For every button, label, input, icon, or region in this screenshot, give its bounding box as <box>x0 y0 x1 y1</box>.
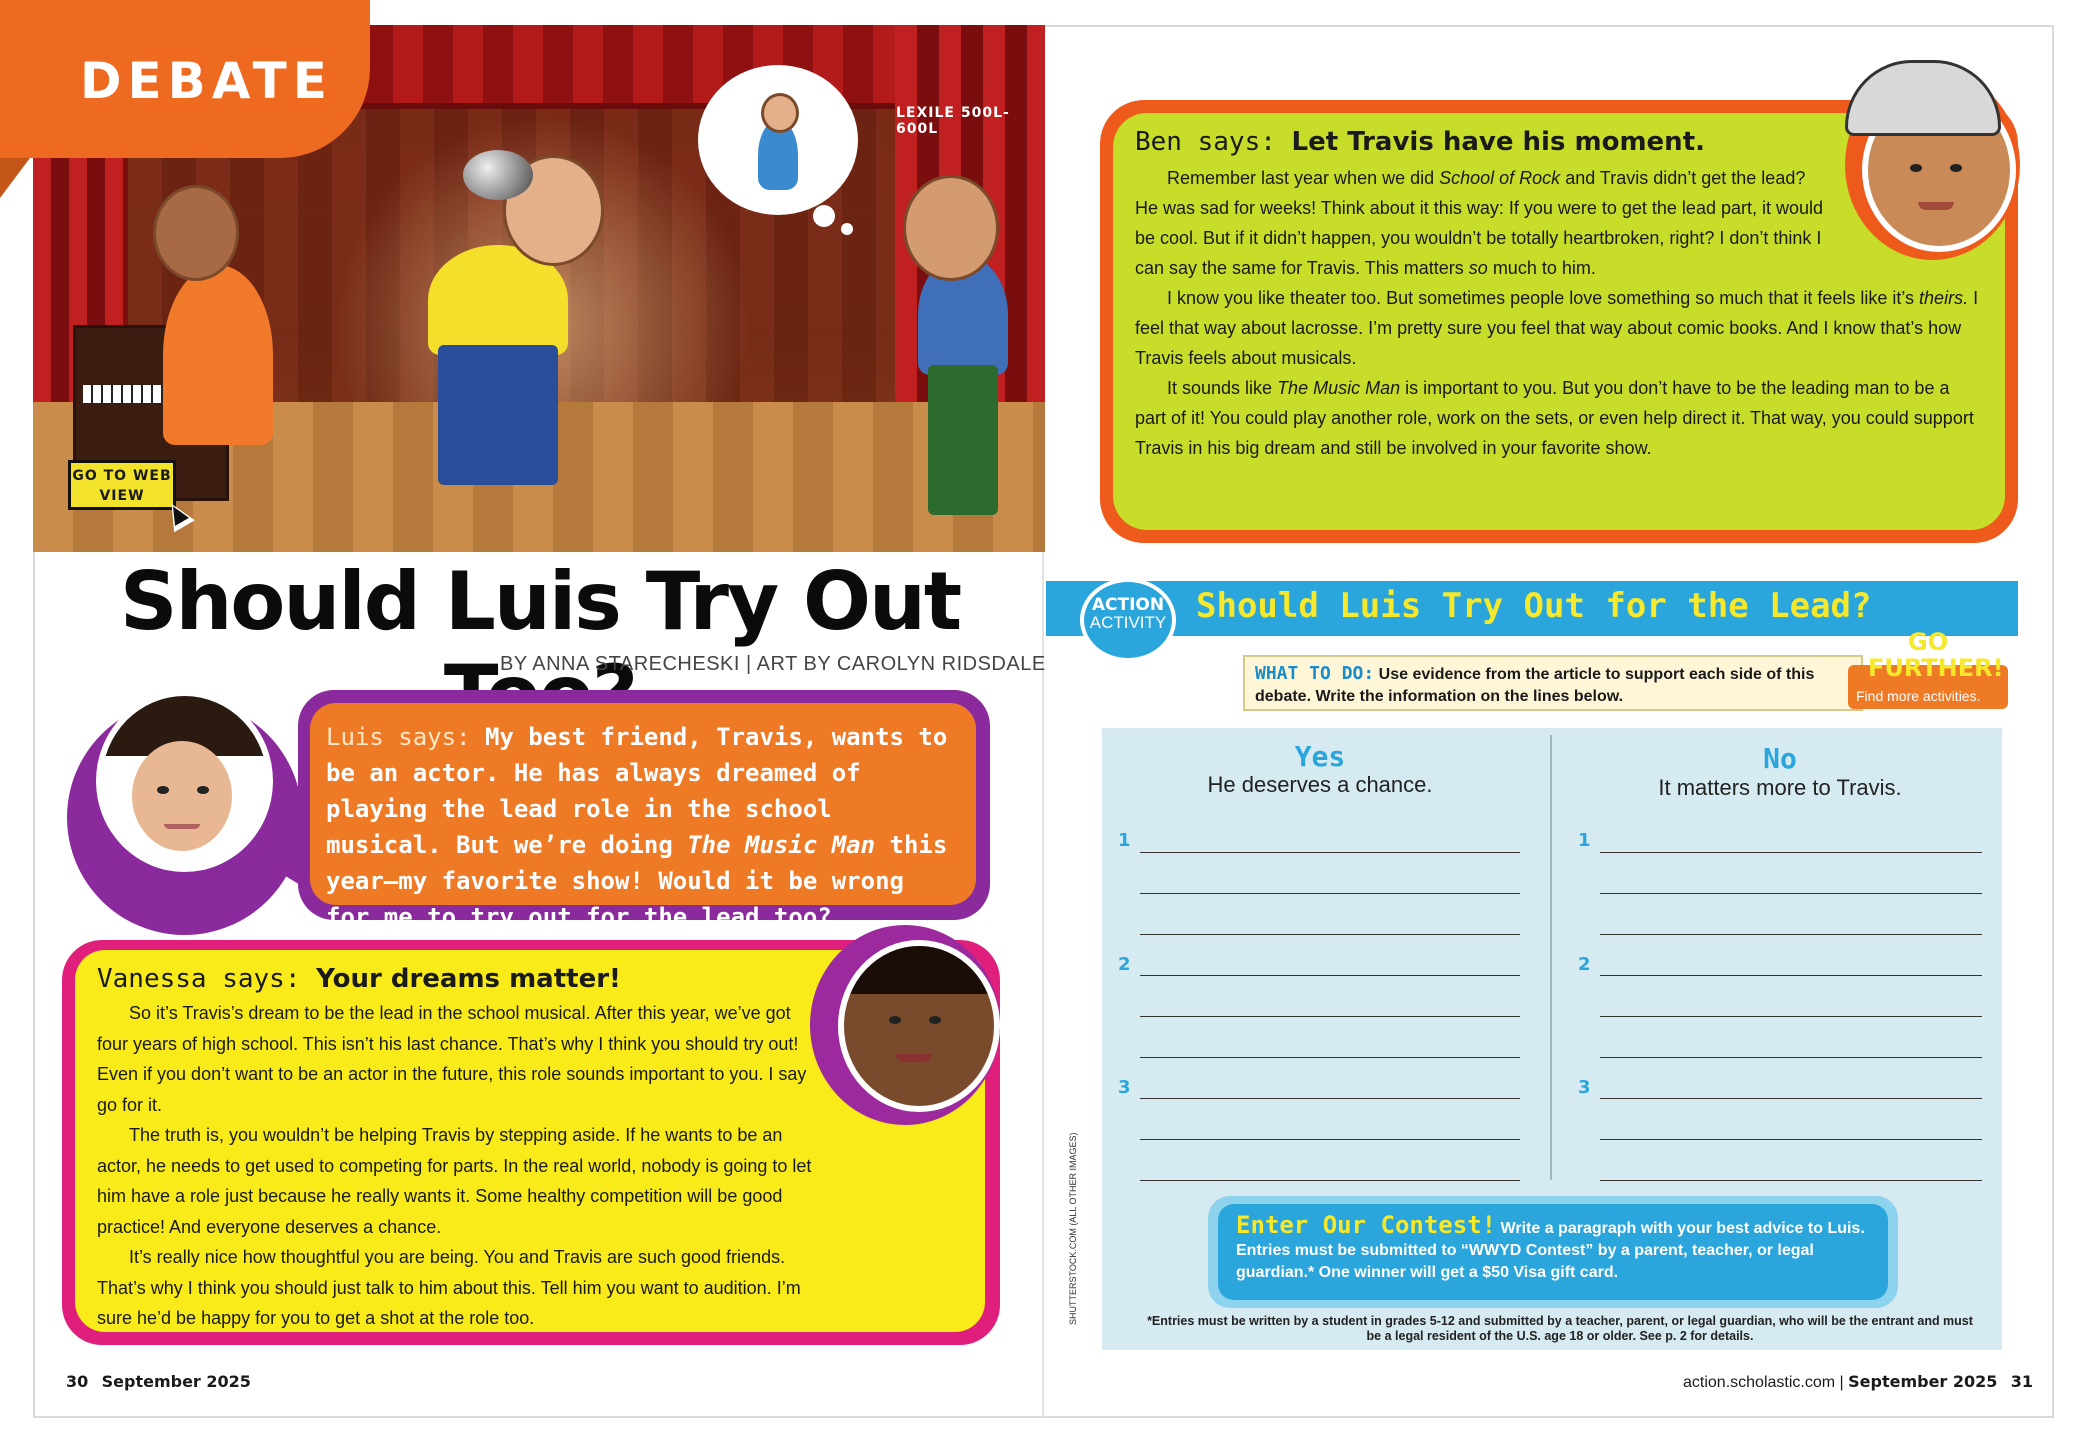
article-byline: BY ANNA STARECHESKI | ART BY CAROLYN RIDSDALE <box>500 653 1046 675</box>
web-view-button[interactable]: GO TO WEB VIEW <box>68 460 176 510</box>
photo-credit: SHUTTERSTOCK.COM (ALL OTHER IMAGES) <box>1068 1132 1078 1325</box>
ben-show-title: The Music Man <box>1277 378 1401 398</box>
left-issue-date: September 2025 <box>101 1372 251 1391</box>
yes-number: 2 <box>1118 954 1131 975</box>
yes-answer-line[interactable] <box>1140 1139 1520 1140</box>
left-footer <box>66 1372 251 1392</box>
activity-title: Should Luis Try Out for the Lead? <box>1196 586 1872 626</box>
ben-eye <box>1950 164 1962 172</box>
microphone <box>463 150 533 200</box>
luis-text-end: this year—my favorite show! Would it be wrong for me to try out for the lead too? <box>326 831 948 931</box>
ben-headline: Let Travis have his moment. <box>1291 127 1705 157</box>
badge-top-label: ACTION <box>1091 595 1165 615</box>
vanessa-paragraph: It’s really nice how thoughtful you are being. You and Travis are such good friends. That’s why I think you should just talk to him about this. Tell him you want to audition. I’m sure he’d be happy for you to get a shot at the role too. <box>97 1247 801 1328</box>
yes-answer-line[interactable] <box>1140 934 1520 935</box>
footer-website[interactable]: action.scholastic.com <box>1683 1374 1836 1391</box>
yes-answer-line[interactable] <box>1140 1098 1520 1099</box>
contest-box <box>1218 1204 1888 1300</box>
no-number: 3 <box>1578 1077 1591 1098</box>
thought-figure-head <box>761 93 799 133</box>
luis-show-title: The Music Man <box>687 831 876 859</box>
ben-text: I feel that way about lacrosse. I’m pretty sure you feel that way about comic books. And I know that’s how Travis feels about musicals. <box>1135 288 1979 368</box>
column-divider <box>1550 735 1552 1180</box>
lexile-label: LEXILE 500L-600L <box>896 105 1010 137</box>
vanessa-eye <box>929 1016 941 1024</box>
no-answer-line[interactable] <box>1600 975 1982 976</box>
contest-fine-print: *Entries must be written by a student in grades 5-12 and submitted by a teacher, parent, or legal guardian, who will be the entrant and must be a legal resident of the U.S. age 18 or older. See p. 2 for details. <box>1147 1314 1973 1343</box>
badge-bottom-label: ACTIVITY <box>1089 613 1167 632</box>
find-more-activities-link[interactable]: Find more activities. <box>1856 688 1981 704</box>
what-to-do-box <box>1243 655 1863 711</box>
no-subheading: It matters more to Travis. <box>1658 775 1902 800</box>
thought-dot <box>841 223 853 235</box>
yes-answer-line[interactable] <box>1140 1057 1520 1058</box>
yes-heading: Yes <box>1294 740 1346 773</box>
vanessa-headline: Your dreams matter! <box>316 964 621 994</box>
left-page-number: 30 <box>66 1372 89 1391</box>
ben-text: It sounds like <box>1167 378 1278 398</box>
what-to-do-text: Use evidence from the article to support each side of this debate. Write the information on the lines below. <box>1255 666 1815 705</box>
luis-face-skin <box>132 741 232 851</box>
ben-eye <box>1910 164 1922 172</box>
ben-speaker: Ben says: <box>1135 127 1276 157</box>
yes-number: 1 <box>1118 830 1131 851</box>
no-number: 1 <box>1578 830 1591 851</box>
vanessa-paragraph: So it’s Travis’s dream to be the lead in the school musical. After this year, we’ve got four years of high school. This isn’t his last chance. That’s why I think you should try out! Even if you don’t want to be an actor in the future, this role sounds important to you. I say go for it. <box>97 1003 807 1115</box>
luis-eye <box>197 786 209 794</box>
vanessa-hair <box>844 946 994 994</box>
ben-paragraph <box>1135 163 1825 283</box>
ben-text: much to him. <box>1487 258 1596 278</box>
right-page-number: 31 <box>2010 1372 2034 1391</box>
luis-mouth <box>164 824 200 829</box>
yes-subheading: He deserves a chance. <box>1207 772 1433 797</box>
vanessa-eye <box>889 1016 901 1024</box>
yes-number: 3 <box>1118 1077 1131 1098</box>
go-further-label[interactable]: FURTHER! <box>1868 654 2004 682</box>
pianist-head <box>153 185 239 281</box>
section-tab-label: DEBATE <box>80 52 333 110</box>
luis-portrait <box>96 690 273 872</box>
no-answer-line[interactable] <box>1600 1057 1982 1058</box>
vanessa-paragraph: The truth is, you wouldn’t be helping Travis by stepping aside. If he wants to be an actor, he needs to get used to competing for parts. In the real world, nobody is going to let him have a role just because he really wants it. Some healthy competition will be good practice! And everyone deserves a chance. <box>97 1125 812 1237</box>
what-to-do-label: WHAT TO DO: <box>1255 663 1375 684</box>
ben-emphasis: theirs. <box>1919 288 1969 308</box>
no-heading: No <box>1763 742 1797 775</box>
singer-legs <box>438 345 558 485</box>
vanessa-speaker: Vanessa says: <box>97 964 301 994</box>
no-answer-line[interactable] <box>1600 1016 1982 1017</box>
right-footer: action.scholastic.com | September 2025 31 <box>1683 1372 2034 1391</box>
luis-speaker: Luis says: <box>326 723 471 751</box>
ben-heading <box>1135 127 1825 157</box>
no-answer-line[interactable] <box>1600 1180 1982 1181</box>
vanessa-heading <box>97 964 825 994</box>
no-answer-line[interactable] <box>1600 1139 1982 1140</box>
luis-eye <box>157 786 169 794</box>
pianist-figure <box>163 265 273 445</box>
ben-text: and Travis didn’t get the lead? He was sad for weeks! Think about it this way: If you were to get the lead part, it would be cool. But if it didn’t happen, you wouldn’t be totally heartbroken, right? I don’t think I can say the same for Travis. This matters <box>1135 168 1824 278</box>
yes-answer-line[interactable] <box>1140 1016 1520 1017</box>
article-title: Should Luis Try Out <box>119 555 961 648</box>
ben-paragraph <box>1135 373 1985 463</box>
vanessa-mouth <box>896 1054 932 1062</box>
yes-answer-line[interactable] <box>1140 1180 1520 1181</box>
ben-text: I know you like theater too. But sometimes people love something so much that it feels like it’s <box>1167 288 1920 308</box>
travis-head <box>903 175 999 281</box>
luis-quote <box>310 703 976 931</box>
tab-fold <box>0 158 30 198</box>
action-activity-badge <box>1080 578 1176 662</box>
right-issue-date: September 2025 <box>1848 1372 1998 1391</box>
no-answer-line[interactable] <box>1600 934 1982 935</box>
no-answer-line[interactable] <box>1600 852 1982 853</box>
thought-dot <box>813 205 835 227</box>
yes-answer-line[interactable] <box>1140 975 1520 976</box>
contest-label: Enter Our Contest! <box>1236 1211 1497 1239</box>
travis-legs <box>928 365 998 515</box>
luis-text: My best friend, Travis, wants to be an actor. He has always dreamed of playing the lead role in the school musical. But we’re doing <box>326 723 948 859</box>
no-answer-line[interactable] <box>1600 1098 1982 1099</box>
no-answer-line[interactable] <box>1600 893 1982 894</box>
ben-text: Remember last year when we did <box>1167 168 1440 188</box>
ben-mouth <box>1918 202 1954 210</box>
contest-text: Write a paragraph with your best advice to Luis. Entries must be submitted to “WWYD Contest” by a parent, teacher, or legal guardian.* One winner will get a $50 Visa gift card. <box>1236 1220 1865 1281</box>
no-number: 2 <box>1578 954 1591 975</box>
yes-answer-line[interactable] <box>1140 852 1520 853</box>
ben-paragraph <box>1135 283 1985 373</box>
ben-text: is important to you. But you don’t have to be the leading man to be a part of it! You could play another role, work on the sets, or even help direct it. That way, you could support Travis in his big dream and still be involved in your favorite show. <box>1135 378 1974 458</box>
yes-answer-line[interactable] <box>1140 893 1520 894</box>
go-further-go[interactable]: GO <box>1908 628 1949 656</box>
vanessa-portrait <box>838 940 1000 1112</box>
ben-show-title: School of Rock <box>1439 168 1561 188</box>
ben-emphasis: so <box>1468 258 1488 278</box>
